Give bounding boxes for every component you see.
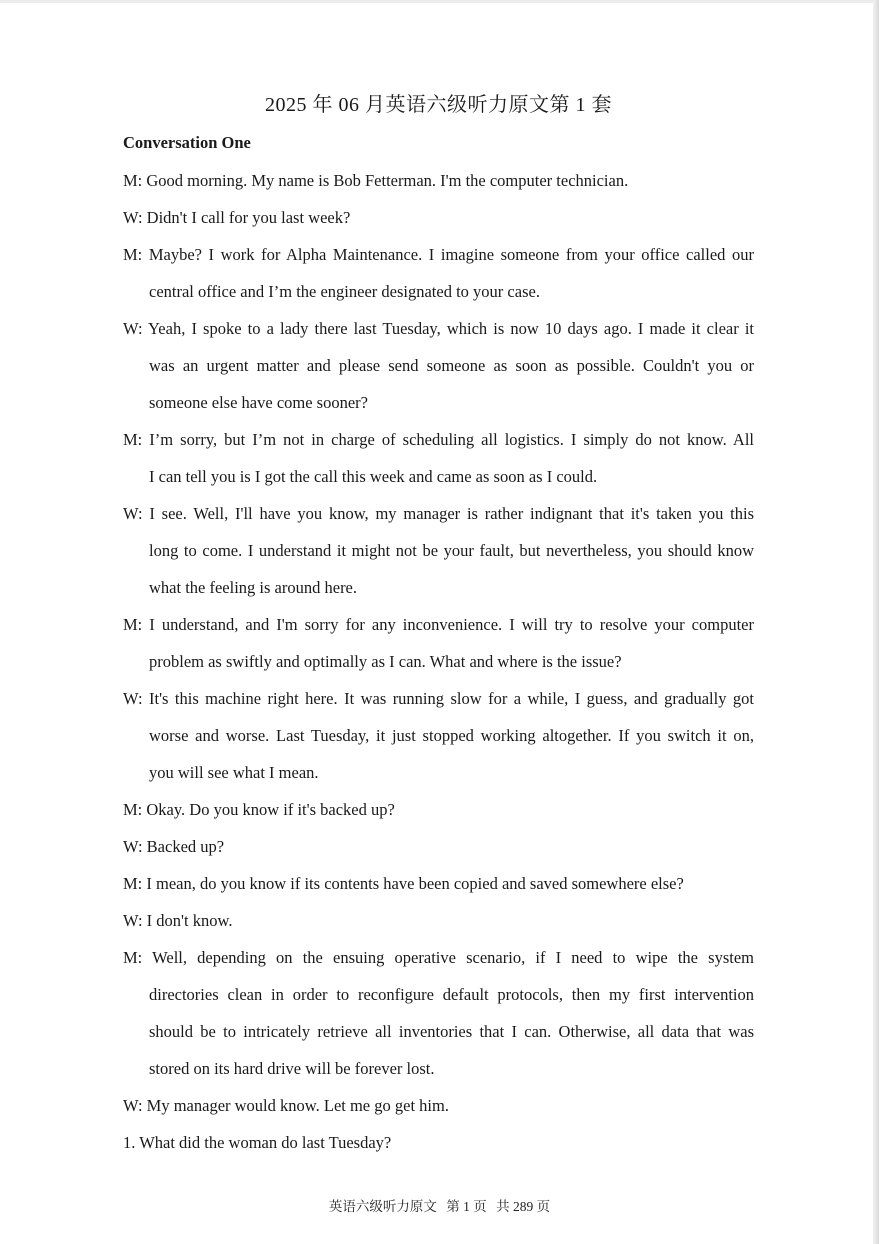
footer-doc-name: 英语六级听力原文	[328, 1199, 437, 1214]
page-title: 2025 年 06 月英语六级听力原文第 1 套	[265, 94, 612, 116]
footer-page-number: 第 1 页	[446, 1199, 487, 1214]
transcript-line: stored on its hard drive will be forever lost.	[149, 1059, 435, 1078]
transcript-line: M: I mean, do you know if its contents have been copied and saved somewhere else?	[123, 874, 684, 893]
transcript-line: problem as swiftly and optimally as I can. What and where is the issue?	[149, 652, 622, 671]
transcript-line: you will see what I mean.	[149, 763, 319, 782]
footer-total-pages: 共 289 页	[496, 1199, 551, 1214]
transcript-line: M: Good morning. My name is Bob Fetterman. I'm the computer technician.	[123, 171, 629, 190]
transcript-line: central office and I’m the engineer designated to your case.	[149, 282, 540, 301]
transcript-line: M: Maybe? I work for Alpha Maintenance. I imagine someone from your office called our	[123, 245, 754, 264]
transcript-line: 1. What did the woman do last Tuesday?	[123, 1133, 392, 1152]
transcript-line: was an urgent matter and please send someone as soon as possible. Couldn't you or	[149, 356, 754, 375]
transcript-line: should be to intricately retrieve all inventories that I can. Otherwise, all data that was	[149, 1022, 754, 1041]
transcript-line: W: Backed up?	[123, 837, 225, 856]
transcript-body	[123, 162, 754, 1161]
transcript-line: I can tell you is I got the call this week and came as soon as I could.	[149, 467, 598, 486]
transcript-line: M: I’m sorry, but I’m not in charge of scheduling all logistics. I simply do not know. All	[123, 430, 754, 449]
transcript-line: W: I don't know.	[123, 911, 233, 930]
transcript-line: long to come. I understand it might not be your fault, but nevertheless, you should know	[149, 541, 754, 560]
page-right-edge	[873, 0, 879, 1244]
transcript-line: M: I understand, and I'm sorry for any inconvenience. I will try to resolve your computer	[123, 615, 754, 634]
transcript-line: directories clean in order to reconfigure default protocols, then my first intervention	[149, 985, 754, 1004]
transcript-line: what the feeling is around here.	[149, 578, 358, 597]
section-heading: Conversation One	[123, 133, 251, 152]
transcript-line: W: Yeah, I spoke to a lady there last Tuesday, which is now 10 days ago. I made it clear it	[123, 319, 754, 338]
transcript-line: someone else have come sooner?	[149, 393, 368, 412]
transcript-line: W: My manager would know. Let me go get him.	[123, 1096, 449, 1115]
transcript-line: W: Didn't I call for you last week?	[123, 208, 351, 227]
transcript-line: M: Okay. Do you know if it's backed up?	[123, 800, 395, 819]
transcript-line: W: I see. Well, I'll have you know, my manager is rather indignant that it's taken you this	[123, 504, 754, 523]
page-footer	[0, 1195, 879, 1215]
transcript-line: worse and worse. Last Tuesday, it just stopped working altogether. If you switch it on,	[149, 726, 754, 745]
transcript-line: M: Well, depending on the ensuing operative scenario, if I need to wipe the system	[123, 948, 754, 967]
transcript-line: W: It's this machine right here. It was running slow for a while, I guess, and gradually got	[123, 689, 754, 708]
page-top-edge	[0, 0, 879, 3]
